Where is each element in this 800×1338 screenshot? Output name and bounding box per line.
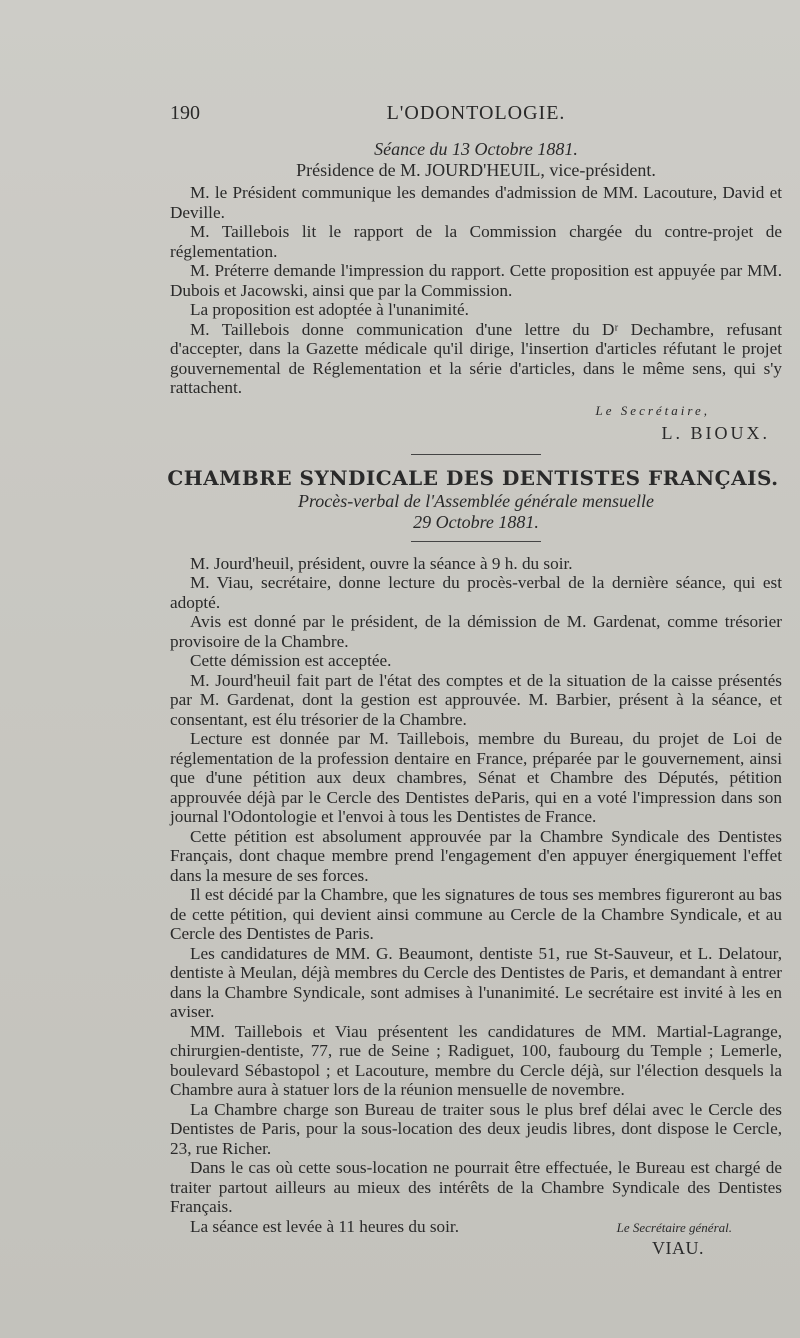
- divider: [411, 541, 541, 542]
- paragraph: M. Préterre demande l'impression du rapport. Cette proposition est appuyée par MM. Dubois et Jacowski, ainsi que par la Commission.: [170, 261, 782, 300]
- secretary-name-block: [170, 398, 782, 422]
- closing-line: La séance est levée à 11 heures du soir.: [190, 1216, 459, 1236]
- paragraph: M. Taillebois lit le rapport de la Commission chargée du contre-projet de réglementation.: [170, 222, 782, 261]
- paragraph: MM. Taillebois et Viau présentent les candidatures de MM. Martial-Lagrange, chirurgien-dentiste, 77, rue de Seine ; Radiguet, 100, faubourg du Temple ; Lemerle, boulevard Sébastopol ; et Lacouture, membre du Cercle déjà, sur l'élection desquels la Chambre aura à statuer lors de la réunion mensuelle de novembre.: [170, 1021, 782, 1099]
- paragraph: Les candidatures de MM. G. Beaumont, dentiste 51, rue St-Sauveur, et L. Delatour, dentiste à Meulan, déjà membres du Cercle des Dentistes de Paris, et demandant à entrer dans la Chambre Syndicale, sont admises à l'unanimité. Le secrétaire est invité à les en aviser.: [170, 943, 782, 1021]
- paragraph: La proposition est adoptée à l'unanimité.: [190, 300, 469, 319]
- paragraph: Il est décidé par la Chambre, que les signatures de tous ses membres figureront au bas de cette pétition, qui devient ainsi commune au Cercle de la Chambre Syndicale, et au Cercle des Dentistes de Paris.: [170, 885, 782, 943]
- paragraph: Avis est donné par le président, de la démission de M. Gardenat, comme trésorier provisoire de la Chambre.: [170, 612, 782, 651]
- presidence-line: Présidence de M. JOURD'HEUIL, vice-président.: [296, 160, 656, 180]
- running-header: [170, 100, 782, 128]
- page-number: 190: [170, 102, 200, 124]
- secretary-name: L. BIOUX.: [661, 422, 770, 443]
- secretary-general-label: Le Secrétaire général.: [616, 1219, 732, 1235]
- paragraph: Dans le cas où cette sous-location ne pourrait être effectuée, le Bureau est chargé de traiter partout ailleurs au mieux des intérêts de la Chambre Syndicale des Dentistes Français.: [170, 1158, 782, 1216]
- paragraph: M. le Président communique les demandes d'admission de MM. Lacouture, David et Deville.: [170, 183, 782, 222]
- paragraph: Cette démission est acceptée.: [190, 651, 392, 670]
- paragraph: La Chambre charge son Bureau de traiter sous le plus bref délai avec le Cercle des Dentistes de Paris, pour la sous-location des deux jeudis libres, dont dispose le Cercle, 23, rue Richer.: [170, 1099, 782, 1158]
- paragraph: Cette pétition est absolument approuvée par la Chambre Syndicale des Dentistes Français, dont chaque membre prend l'engagement d'en appuyer énergiquement l'effet dans la mesure de ses forces.: [170, 826, 782, 885]
- paragraph: M. Taillebois donne communication d'une lettre du Dʳ Dechambre, refusant d'accepter, dans la Gazette médicale qu'il dirige, l'insertion d'articles réfutant le projet gouvernemental de Réglementation et la série d'articles, dans le même sens, qui s'y rattachent.: [170, 319, 782, 397]
- secretary-label: Le Secrétaire,: [595, 402, 710, 418]
- section-subtitle: Procès-verbal de l'Assemblée générale mensuelle: [297, 490, 655, 511]
- paragraph: M. Jourd'heuil, président, ouvre la séance à 9 h. du soir.: [190, 553, 573, 573]
- seance-title: Séance du 13 Octobre 1881.: [374, 139, 578, 159]
- paragraph: M. Jourd'heuil fait part de l'état des comptes et de la situation de la caisse présentés par M. Gardenat, dont la gestion est approuvée. M. Barbier, présent à la séance, et consentant, est élu trésorier de la Chambre.: [170, 670, 782, 729]
- page-content: [167, 100, 782, 1259]
- divider: [411, 454, 541, 455]
- paragraph: Lecture est donnée par M. Taillebois, membre du Bureau, du projet de Loi de réglementation de la profession dentaire en France, préparée par le gouvernement, ainsi que d'une pétition aux deux chambres, Sénat et Chambre des Députés, pétition approuvée déjà par le Cercle des Dentistes deParis, qui en a voté l'impression dans son journal l'Odontologie et l'envoi à tous les Dentistes de France.: [170, 729, 782, 826]
- paragraph: M. Viau, secrétaire, donne lecture du procès-verbal de la dernière séance, qui est adopté.: [170, 573, 782, 612]
- section-title: CHAMBRE SYNDICALE DES DENTISTES FRANÇAIS.: [167, 465, 779, 490]
- closing-row: [170, 1217, 782, 1238]
- secretary-general-name: VIAU.: [652, 1238, 704, 1258]
- running-title: L'ODONTOLOGIE.: [386, 102, 566, 124]
- section-date: 29 Octobre 1881.: [413, 511, 539, 532]
